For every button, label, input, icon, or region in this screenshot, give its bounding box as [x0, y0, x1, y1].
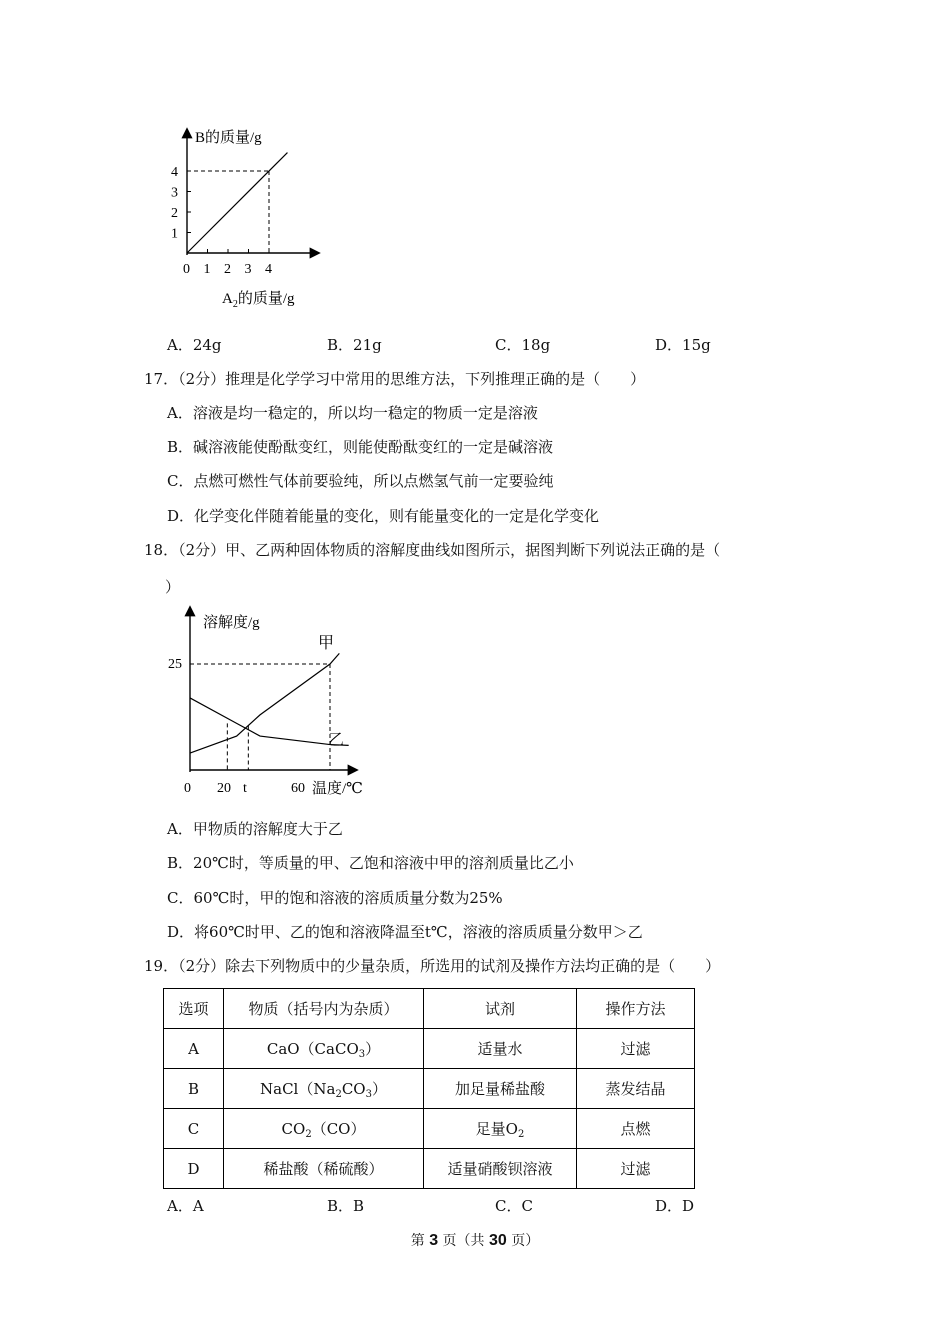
x-tick-20: 20 [217, 781, 231, 796]
y-axis-label: B的质量/g [195, 130, 262, 146]
x-tick-label: 3 [244, 262, 252, 277]
q17-stem: 17．（2分）推理是化学学习中常用的思维方法，下列推理正确的是（ ） [144, 370, 646, 388]
x-tick-t: t [243, 781, 247, 796]
q19-option-d[interactable]: D．D [655, 1197, 695, 1215]
row-reagent: 适量硝酸钡溶液 [424, 1149, 577, 1189]
row-substance: $NaCl(Na_2CO_3)$ [224, 1069, 424, 1109]
row-option: A [164, 1029, 224, 1069]
header-method: 操作方法 [577, 989, 695, 1029]
y-axis-label: 溶解度/g [203, 615, 260, 631]
solubility-chart [160, 600, 375, 800]
y-tick-25: 25 [168, 657, 182, 672]
table-row [164, 1149, 695, 1189]
row-reagent: 足量$O_2$ [424, 1109, 577, 1149]
row-method: 点燃 [577, 1109, 695, 1149]
x-axis-label: 温度/℃ [312, 781, 363, 797]
table-row [164, 1029, 695, 1069]
table-header-row [164, 989, 695, 1029]
q18-option-a[interactable]: A．甲物质的溶解度大于乙 [167, 820, 343, 838]
row-option: C [164, 1109, 224, 1149]
x-tick-label: 2 [224, 262, 231, 277]
row-option: B [164, 1069, 224, 1109]
row-method: 过滤 [577, 1029, 695, 1069]
q19-option-b[interactable]: B．B [327, 1197, 365, 1215]
x-tick-label: 1 [203, 262, 211, 277]
row-substance: CaO（CaCO$_3$） [224, 1029, 424, 1069]
row-method: 过滤 [577, 1149, 695, 1189]
series-label-yi: 乙 [328, 732, 345, 749]
y-tick-label: 1 [171, 226, 178, 242]
curve-yi [190, 698, 349, 745]
q19-stem: 19．（2分）除去下列物质中的少量杂质，所选用的试剂及操作方法均正确的是（ ） [144, 957, 721, 975]
header-reagent: 试剂 [424, 989, 577, 1029]
q18-option-b[interactable]: B．20℃时，等质量的甲、乙饱和溶液中甲的溶剂质量比乙小 [167, 854, 574, 872]
y-tick-label: 3 [171, 185, 178, 201]
mass-chart [150, 120, 350, 315]
x-tick-label: 0 [183, 262, 190, 277]
row-reagent: 加足量稀盐酸 [424, 1069, 577, 1109]
header-substance: 物质（括号内为杂质） [224, 989, 424, 1029]
page-footer: 第 3 页（共 30 页） [410, 1232, 540, 1249]
x-axis-label: $A_2$的质量/g [222, 291, 295, 310]
x-tick-0: 0 [184, 781, 191, 796]
q16-option-d[interactable]: D．15g [655, 336, 711, 354]
q17-option-c[interactable]: C．点燃可燃性气体前要验纯，所以点燃氢气前一定要验纯 [167, 472, 554, 490]
q19-table [163, 988, 695, 1189]
mass-line [187, 153, 287, 253]
row-substance: $CO_2(CO)$ [224, 1109, 424, 1149]
q16-option-b[interactable]: B．21g [327, 336, 382, 354]
q16-option-c[interactable]: C．18g [495, 336, 551, 354]
q18-option-c[interactable]: C．60℃时，甲的饱和溶液的溶质质量分数为25% [167, 889, 503, 907]
header-option: 选项 [164, 989, 224, 1029]
table-row [164, 1069, 695, 1109]
page-number: 3 [429, 1232, 439, 1249]
q18-stem-cont: ） [165, 578, 181, 596]
q17-option-b[interactable]: B．碱溶液能使酚酞变红，则能使酚酞变红的一定是碱溶液 [167, 438, 554, 456]
row-method: 蒸发结晶 [577, 1069, 695, 1109]
q18-stem: 18．（2分）甲、乙两种固体物质的溶解度曲线如图所示，据图判断下列说法正确的是（ [144, 541, 721, 559]
series-label-jia: 甲 [318, 635, 335, 652]
q19-option-a[interactable]: A．A [167, 1197, 204, 1215]
table-row [164, 1109, 695, 1149]
page-total: 30 [489, 1232, 507, 1249]
x-tick-60: 60 [291, 781, 305, 796]
y-tick-label: 4 [171, 165, 178, 180]
y-tick-label: 2 [171, 206, 178, 221]
curve-jia [190, 653, 339, 753]
q17-option-a[interactable]: A．溶液是均一稳定的，所以均一稳定的物质一定是溶液 [167, 404, 538, 422]
q16-option-a[interactable]: A．24g [167, 336, 222, 354]
row-reagent: 适量水 [424, 1029, 577, 1069]
q18-option-d[interactable]: D．将60℃时甲、乙的饱和溶液降温至t℃，溶液的溶质质量分数甲＞乙 [167, 923, 643, 941]
q19-option-c[interactable]: C．C [495, 1197, 533, 1215]
q17-option-d[interactable]: D．化学变化伴随着能量的变化，则有能量变化的一定是化学变化 [167, 507, 600, 525]
x-tick-label: 4 [265, 262, 272, 277]
row-substance: 稀盐酸（稀硫酸） [224, 1149, 424, 1189]
row-option: D [164, 1149, 224, 1189]
